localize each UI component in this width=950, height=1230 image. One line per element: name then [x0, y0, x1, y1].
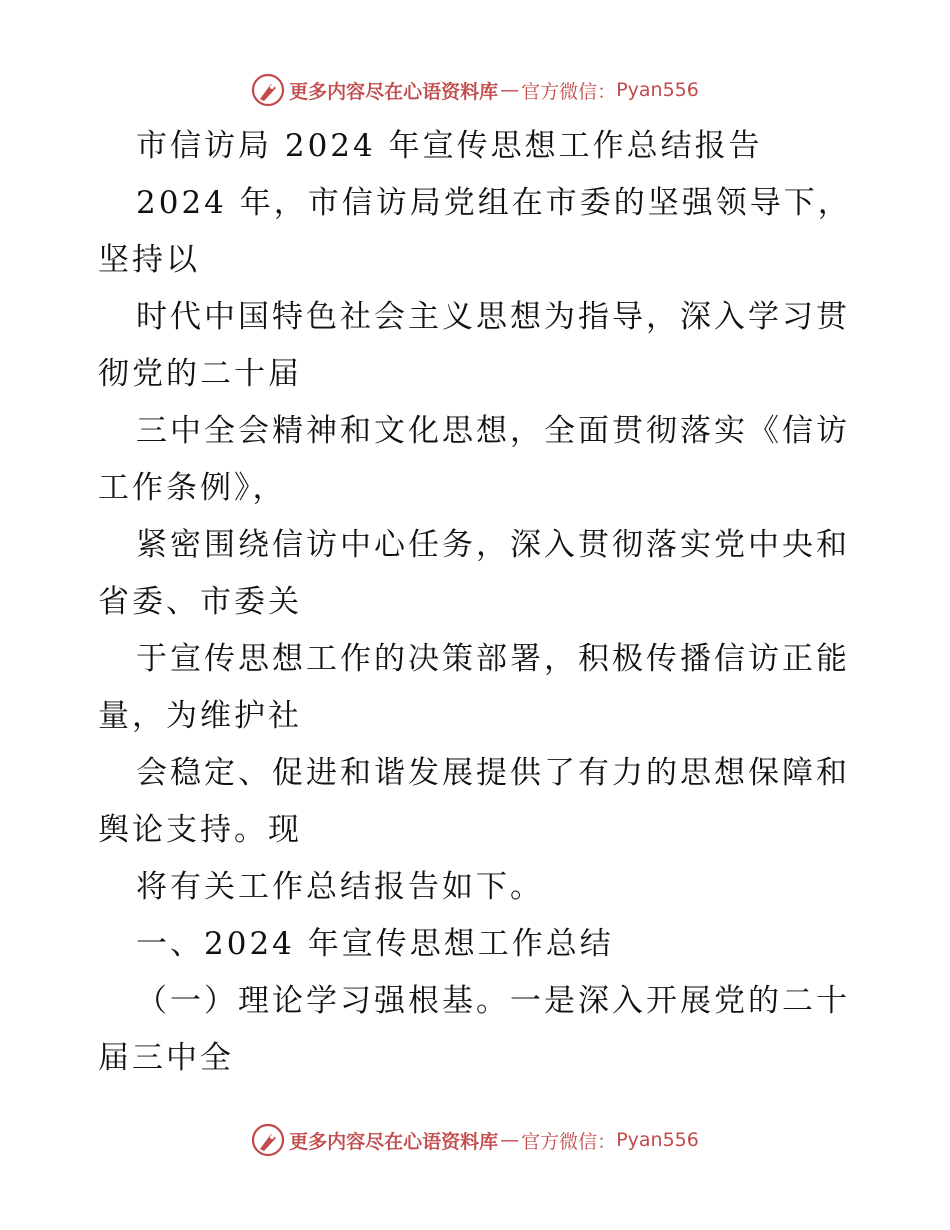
paragraph-line: 将有关工作总结报告如下。 — [136, 869, 544, 905]
paragraph-line: 量，为维护社 — [98, 698, 302, 734]
section-heading: 一、2024 年宣传思想工作总结 — [136, 926, 614, 962]
pen-nib-icon — [251, 73, 285, 107]
paragraph-line: 舆论支持。现 — [98, 812, 302, 848]
banner-text: 更多内容尽在心语资料库 — [289, 1130, 499, 1153]
pen-nib-icon — [251, 1123, 285, 1157]
paragraph-line: （一）理论学习强根基。一是深入开展党的二十 — [136, 983, 850, 1019]
paragraph-line: 时代中国特色社会主义思想为指导，深入学习贯 — [136, 299, 850, 335]
document-body — [98, 118, 858, 1087]
paragraph-line: 紧密围绕信访中心任务，深入贯彻落实党中央和 — [136, 527, 850, 563]
paragraph-line: 于宣传思想工作的决策部署，积极传播信访正能 — [136, 641, 850, 677]
paragraph-line: 2024 年，市信访局党组在市委的坚强领导下， — [136, 185, 852, 221]
banner-dash: — — [500, 79, 520, 101]
paragraph-line: 三中全会精神和文化思想，全面贯彻落实《信访 — [136, 413, 850, 449]
paragraph-line: 会稳定、促进和谐发展提供了有力的思想保障和 — [136, 755, 850, 791]
paragraph-line: 坚持以 — [98, 242, 200, 278]
paragraph-line: 届三中全 — [98, 1040, 234, 1076]
banner-wechat-id: Pyan556 — [616, 1129, 699, 1151]
banner-wechat-id: Pyan556 — [616, 79, 699, 101]
paragraph-line: 工作条例》， — [98, 470, 287, 506]
paragraph-line: 省委、市委关 — [98, 584, 302, 620]
banner-official-label: 官方微信： — [521, 1130, 617, 1153]
document-title: 市信访局 2024 年宣传思想工作总结报告 — [136, 128, 763, 164]
banner-dash: — — [500, 1129, 520, 1151]
header-banner — [0, 70, 950, 110]
banner-official-label: 官方微信： — [521, 80, 617, 103]
banner-text: 更多内容尽在心语资料库 — [289, 80, 499, 103]
footer-banner — [0, 1120, 950, 1160]
paragraph-line: 彻党的二十届 — [98, 356, 302, 392]
